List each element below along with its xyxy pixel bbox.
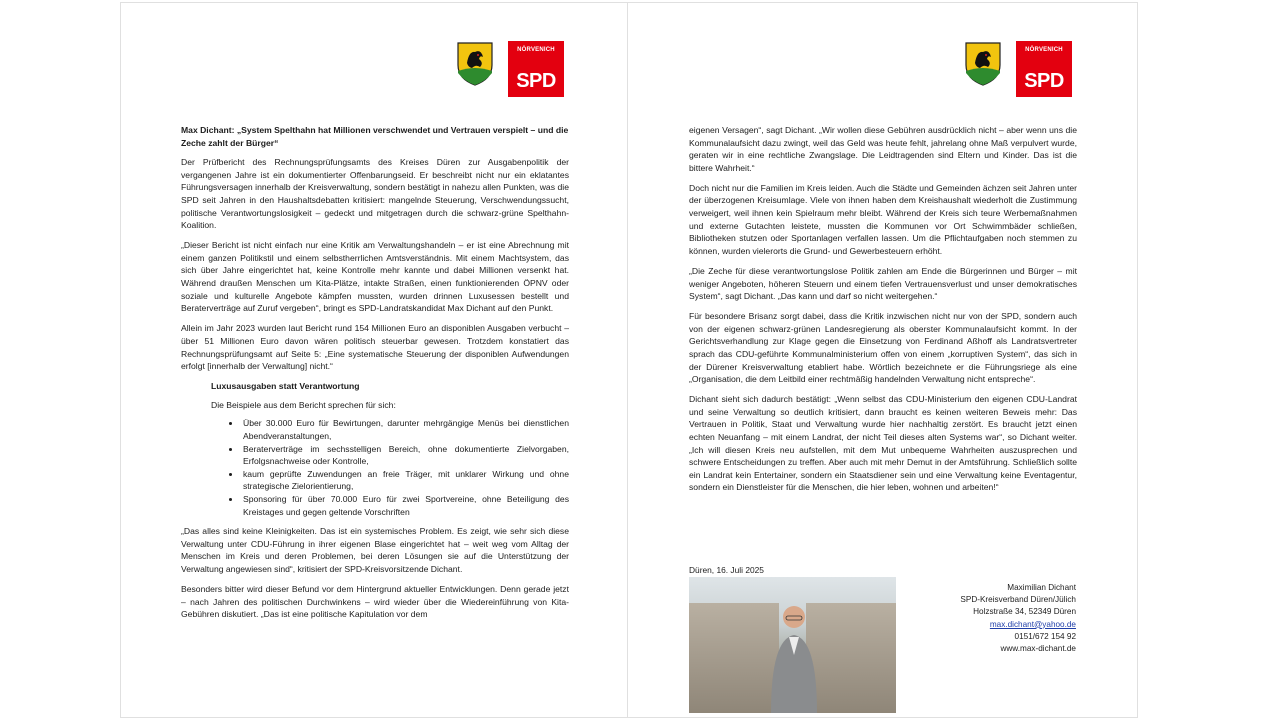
paragraph: Der Prüfbericht des Rechnungsprüfungsamts des Kreises Düren zur Ausgabenpolitik der vergangenen Jahre ist ein dokumentierter Offenbarungseid. Er beschreibt nicht nur ein eklatantes Führungsversagen innerhalb der Kreisverwaltung, sondern bestätigt in nahezu allen Punkten, was die SPD seit Jahren in den Haushaltsdebatten kritisiert: mangelnde Steuerung, Verschwendungssucht, politische Verantwortungslosigkeit – gedeckt und mitgetragen durch die schwarz-grüne Spelthahn-Koalition. (181, 157, 569, 231)
paragraph: eigenen Versagen“, sagt Dichant. „Wir wollen diese Gebühren ausdrücklich nicht – aber wenn uns die Kommunalaufsicht dazu zwingt, weil das Geld was heute fehlt, jahrelang ohne Maß verpulvert wurde, geraten wir in eine rechtliche Zwangslage. Die Leidtragenden sind Eltern und Kinder. Das ist die bittere Wahrheit.“ (689, 125, 1077, 173)
page-1-body (181, 124, 569, 628)
paragraph: Besonders bitter wird dieser Befund vor dem Hintergrund aktueller Entwicklungen. Denn gerade jetzt – nach Jahren des politischen Durchwinkens – wird wieder über die Wiedereinführung von Kita-Gebühren diskutiert. „Das ist eine politische Kapitulation vor dem (181, 584, 569, 620)
paragraph: „Dieser Bericht ist nicht einfach nur eine Kritik am Verwaltungshandeln – er ist eine Abrechnung mit einem ganzen Politikstil und einem selbstherrlichen Amtsverständnis. Mit einem Machtsystem, das sich über Jahre eingerichtet hat, keine Kontrolle mehr kannte und dabei Millionen versenkt hat. Während draußen Menschen um Kita-Plätze, intakte Straßen, einen funktionierenden ÖPNV oder soziale und kulturelle Angebote kämpfen mussten, wurden drinnen Luxusessen bestellt und Beraterverträge auf Zuruf vergeben“, bringt es SPD-Landratskandidat Max Dichant auf den Punkt. (181, 240, 569, 314)
list-item: • kaum geprüfte Zuwendungen an freie Träger, mit unklarer Wirkung und ohne strategische Zielorientierung, (241, 468, 569, 493)
paragraph: Dichant sieht sich dadurch bestätigt: „Wenn selbst das CDU-Ministerium den eigenen CDU-Landrat und seine Verwaltung so deutlich kritisiert, dann braucht es keinen weiteren Beweis mehr: Das Vertrauen in Politik, Staat und Verwaltung wurde hier nachhaltig zerstört. Es braucht jetzt einen echten Neuanfang – mit einem Landrat, der nicht Teil dieses alten Systems war“, so Dichant weiter. „Ich will diesen Kreis neu aufstellen, mit dem Mut unbequeme Wahrheiten auszusprechen und schwere Entscheidungen zu treffen. Aber auch mit mehr Demut in der Amtsführung. Schließlich sollte ein Landrat kein Entertainer, sondern ein Staatsdiener sein und eine Verwaltung keine Eventagentur, sondern ein Dienstleister für die Menschen, die hier leben, wohnen und arbeiten!“ (689, 394, 1077, 493)
paragraph: Für besondere Brisanz sorgt dabei, dass die Kritik inzwischen nicht nur von der SPD, sondern auch von der eigenen schwarz-grünen Landesregierung als oberster Kommunalaufsicht kommt. In der Gerichtsverhandlung zur Klage gegen die Einsetzung von Ferdinand Aßhoff als Landratsvertreter sprach das CDU-geführte Kommunalministerium offen von einem „korruptiven System“, das sich in der Dürener Kreisverwaltung etabliert habe. Wörtlich bezeichnete er die Führungsriege als eine „Organisation, die dem Leitbild einer rechtmäßig handelnden Verwaltung nicht entspreche“. (689, 311, 1077, 385)
logo-town-name: NÖRVENICH (1025, 47, 1063, 53)
section-subheading: Luxusausgaben statt Verantwortung (211, 381, 360, 392)
contact-name: Maximilian Dichant (1007, 583, 1076, 592)
contact-phone: 0151/672 154 92 (1014, 631, 1076, 641)
logo-party-name: SPD (1024, 70, 1064, 92)
paragraph: Allein im Jahr 2023 wurden laut Bericht rund 154 Millionen Euro an disponiblen Ausgaben verbucht – über 51 Millionen Euro davon wären politisch steuerbar gewesen. Trotzdem konstatiert das Rechnungsprüfungsamt auf Seite 5: „Eine systematische Steuerung der disponiblen Aufwendungen erfolgt [innerhalb der Verwaltung] nicht.“ (181, 323, 569, 372)
document-page-1 (120, 2, 630, 718)
person-figure-icon (767, 595, 821, 713)
paragraph: Doch nicht nur die Familien im Kreis leiden. Auch die Städte und Gemeinden ächzen seit Jahren unter der überzogenen Kreisumlage. Viele von ihnen haben dem Kreishaushalt wiederholt die Zustimmung verweigert, weil ihnen kein Spielraum mehr bleibt. Während der Kreis sich teure Werbemaßnahmen und externe Gutachten leistete, mussten die Kommunen vor Ort Schwimmbäder schließen, Bibliotheken stutzen oder Sportanlagen verfallen lassen. Um die Pflichtaufgaben noch stemmen zu können, wurden vielerorts die Grund- und Gewerbesteuern erhöht. (689, 182, 1077, 256)
contact-block (960, 582, 1076, 655)
logo-town-name: NÖRVENICH (517, 47, 555, 53)
spd-logo (1016, 41, 1072, 97)
list-item: • Über 30.000 Euro für Bewirtungen, darunter mehrgängige Menüs bei dienstlichen Abendveranstaltungen, (241, 417, 569, 442)
contact-organization: SPD-Kreisverband Düren/Jülich (960, 595, 1076, 605)
spd-logo (508, 41, 564, 97)
municipal-crest-icon (964, 41, 1002, 87)
municipal-crest-icon (456, 41, 494, 87)
contact-email-link[interactable]: max.dichant@yahoo.de (989, 619, 1076, 629)
document-page-2 (627, 2, 1138, 718)
release-date: Düren, 16. Juli 2025 (689, 565, 764, 575)
paragraph: „Die Zeche für diese verantwortungslose Politik zahlen am Ende die Bürgerinnen und Bürger – mit weniger Angeboten, höheren Steuern und einem tiefen Vertrauensverlust und unser demokratisches System“, sagt Dichant. „Das kann und darf so nicht weitergehen.“ (689, 265, 1077, 302)
paragraph: „Das alles sind keine Kleinigkeiten. Das ist ein systemisches Problem. Es zeigt, wie sehr sich diese Verwaltung unter CDU-Führung in ihrer eigenen Blase eingerichtet hat – weit weg vom Alltag der Menschen im Kreis und deren Problemen, bei deren Lösungen sie auf die Unterstützung der Verwaltung angewiesen sind“, kritisiert der SPD-Kreisvorsitzende Dichant. (181, 526, 569, 574)
header-logos (964, 41, 1072, 99)
header-logos (456, 41, 564, 99)
list-item: • Sponsoring für über 70.000 Euro für zwei Sportvereine, ohne Beteiligung des Kreistages und gegen geltende Vorschriften (241, 493, 569, 518)
contact-website[interactable]: www.max-dichant.de (1000, 644, 1076, 654)
page-2-body (689, 124, 1077, 502)
press-release-headline: Max Dichant: „System Spelthahn hat Millionen verschwendet und Vertrauen verspielt – und die Zeche zahlt der Bürger“ (181, 125, 569, 148)
list-item: • Beraterverträge im sechsstelligen Bereich, ohne dokumentierte Zielvorgaben, Erfolgsnachweise oder Kontrolle, (241, 443, 569, 468)
logo-party-name: SPD (516, 70, 556, 92)
candidate-photo (689, 577, 896, 713)
examples-list (181, 417, 569, 518)
list-intro: Die Beispiele aus dem Bericht sprechen für sich: (211, 399, 396, 410)
background-building (689, 603, 779, 713)
contact-address: Holzstraße 34, 52349 Düren (973, 607, 1076, 617)
